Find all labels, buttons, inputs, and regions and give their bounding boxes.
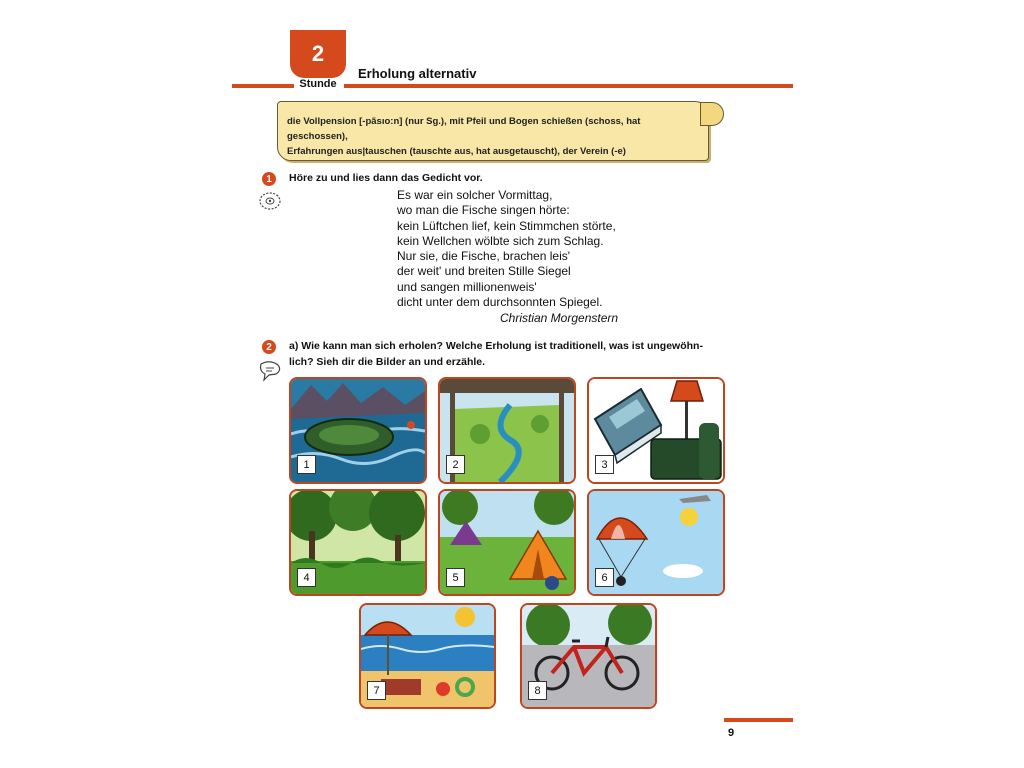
picture-number: 1: [297, 455, 316, 474]
poem-line: kein Wellchen wölbte sich zum Schlag.: [397, 233, 604, 248]
poem-line: kein Lüftchen lief, kein Stimmchen störte,: [397, 218, 616, 233]
lesson-word: Stunde: [299, 78, 337, 90]
poem: [397, 188, 616, 310]
exercise-2-instruction-line-1: a) Wie kann man sich erholen? Welche Erholung ist traditionell, was ist ungewöhn-: [289, 340, 703, 352]
picture-number: 5: [446, 568, 465, 587]
footer-rule: [724, 718, 793, 722]
picture-number: 4: [297, 568, 316, 587]
picture-number: 7: [367, 681, 386, 700]
exercise-2-instruction-line-2: lich? Sieh dir die Bilder an und erzähle.: [289, 356, 486, 368]
poem-line: dicht unter dem durchsonnten Spiegel.: [397, 295, 603, 310]
poem-line: wo man die Fische singen hörte:: [397, 203, 570, 218]
exercise-1-number: 1: [262, 172, 276, 186]
poem-line: der weit' und breiten Stille Siegel: [397, 264, 571, 279]
poem-author: Christian Morgenstern: [500, 311, 619, 325]
vocabulary-text: [287, 114, 697, 159]
page-number: 9: [728, 727, 735, 739]
picture-number: 6: [595, 568, 614, 587]
poem-line: Es war ein solcher Vormittag,: [397, 188, 553, 202]
picture-number: 2: [446, 455, 465, 474]
lesson-number: 2: [311, 41, 325, 66]
lesson-number-tab: [290, 30, 346, 78]
picture-number: 3: [595, 455, 614, 474]
poem-line: Nur sie, die Fische, brachen leis': [397, 249, 571, 264]
exercise-2-instruction: [289, 338, 703, 370]
speech-icon: [257, 360, 283, 382]
exercise-2-number: 2: [262, 340, 276, 354]
poem-line: und sangen millionenweis': [397, 279, 537, 294]
picture-number: 8: [528, 681, 547, 700]
cd-icon: [257, 191, 283, 211]
vocabulary-line-1: die Vollpension [-pãsıo:n] (nur Sg.), mit Pfeil und Bogen schießen (schoss, hat geschossen),: [287, 116, 641, 142]
page-title: Erholung alternativ: [358, 66, 477, 81]
vocabulary-line-2: Erfahrungen aus|tauschen (tauschte aus, hat ausgetauscht), der Verein (-e): [287, 146, 626, 157]
header-rule-left: [232, 84, 294, 88]
exercise-1-instruction: Höre zu und lies dann das Gedicht vor.: [289, 172, 483, 184]
scroll-curl: [700, 102, 724, 126]
header-rule-right: [344, 84, 793, 88]
